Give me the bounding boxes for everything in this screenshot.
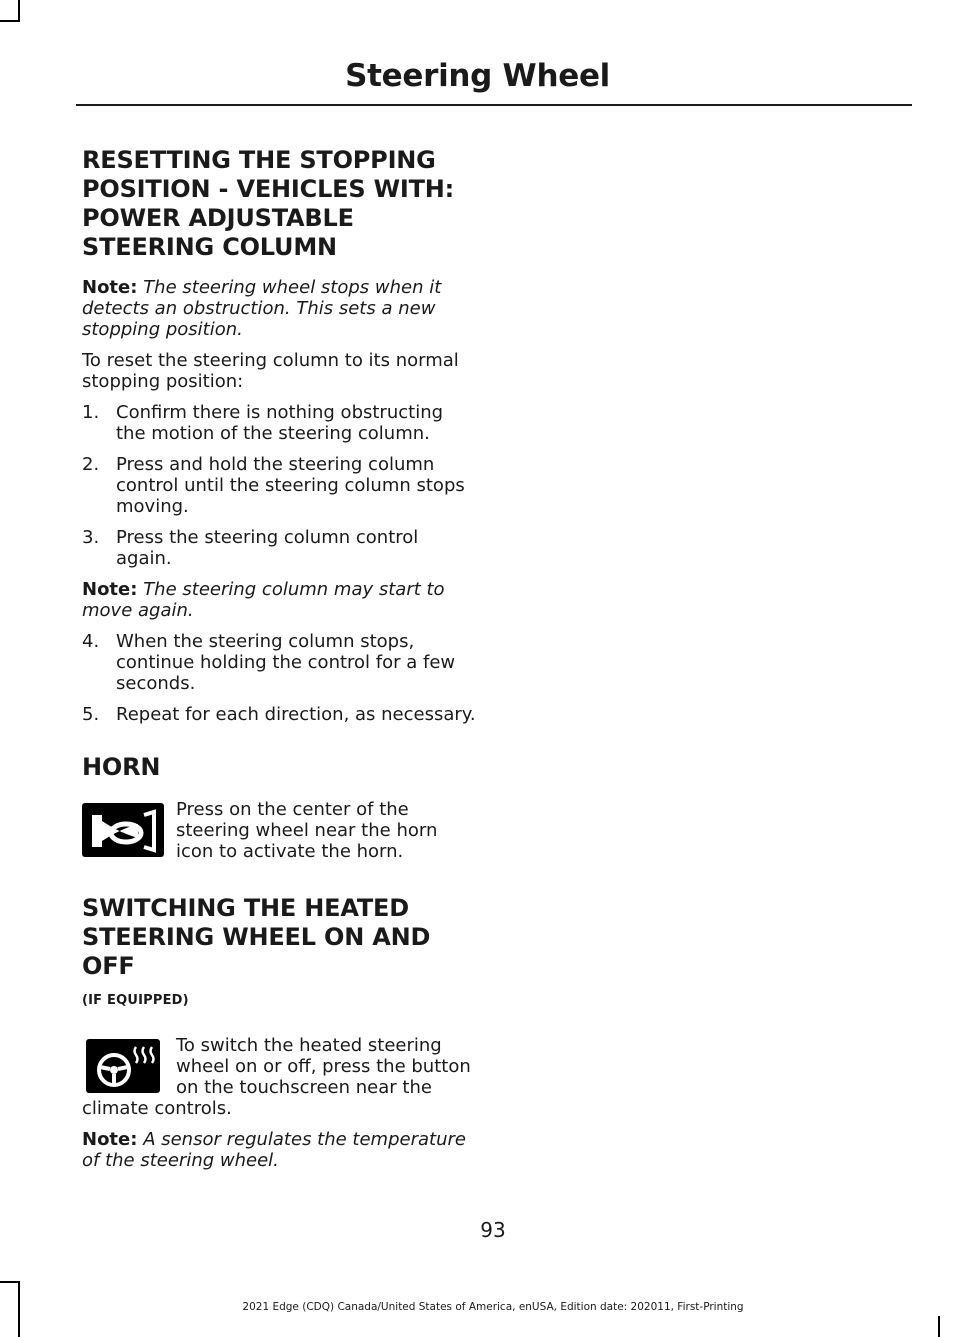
horn-icon-graphic	[82, 803, 164, 857]
crop-mark	[18, 0, 20, 22]
note-label: Note:	[82, 277, 138, 298]
step-text: When the steering column stops, continue holding the control for a few seconds.	[116, 631, 456, 694]
crop-mark	[938, 1316, 940, 1337]
heated-steering-wheel-graphic	[86, 1039, 160, 1093]
list-item	[82, 402, 478, 444]
list-item	[82, 704, 478, 725]
page-number: 93	[480, 1218, 506, 1242]
steps-list	[82, 402, 478, 569]
step-number: 3.	[82, 527, 100, 548]
section-subheading: (IF EQUIPPED)	[82, 993, 189, 1008]
horn-text: Press on the center of the steering wheel near the horn icon to activate the horn.	[176, 799, 438, 862]
crop-mark	[0, 1281, 20, 1283]
step-number: 1.	[82, 402, 100, 423]
heated-wheel-block	[82, 1035, 478, 1119]
section-heading-heated-wheel: SWITCHING THE HEATED STEERING WHEEL ON AND OFF	[82, 894, 431, 980]
section-heading-horn: HORN	[82, 753, 161, 781]
note	[82, 1129, 478, 1171]
note-text: The steering wheel stops when it detects an obstruction. This sets a new stopping position.	[82, 277, 442, 340]
steps-list	[82, 631, 478, 725]
note-label: Note:	[82, 579, 138, 600]
note-text: A sensor regulates the temperature of the steering wheel.	[82, 1129, 466, 1171]
step-number: 5.	[82, 704, 100, 725]
step-number: 2.	[82, 454, 100, 475]
section-heading-resetting: RESETTING THE STOPPING POSITION - VEHICLES WITH: POWER ADJUSTABLE STEERING COLUMN	[82, 146, 455, 261]
horn-icon	[82, 803, 164, 857]
step-text: Press the steering column control again.	[116, 527, 419, 569]
step-number: 4.	[82, 631, 100, 652]
note	[82, 277, 478, 340]
note-text: The steering column may start to move again.	[82, 579, 445, 621]
list-item	[82, 454, 478, 517]
heated-steering-wheel-icon	[86, 1039, 160, 1093]
edition-footer: 2021 Edge (CDQ) Canada/United States of America, enUSA, Edition date: 202011, First-Printing	[242, 1301, 744, 1313]
horn-block	[82, 799, 478, 862]
heated-wheel-text: To switch the heated steering wheel on or off, press the button on the touchscreen near the climate controls.	[82, 1035, 471, 1119]
step-text: Repeat for each direction, as necessary.	[116, 704, 476, 725]
step-text: Confirm there is nothing obstructing the motion of the steering column.	[116, 402, 444, 444]
page-title: Steering Wheel	[345, 58, 610, 94]
note	[82, 579, 478, 621]
crop-mark	[0, 20, 20, 22]
list-item	[82, 527, 478, 569]
note-label: Note:	[82, 1129, 138, 1150]
content-column	[82, 146, 478, 1171]
intro-paragraph: To reset the steering column to its normal stopping position:	[82, 350, 459, 392]
header-divider	[76, 104, 912, 106]
list-item	[82, 631, 478, 694]
step-text: Press and hold the steering column control until the steering column stops moving.	[116, 454, 465, 517]
